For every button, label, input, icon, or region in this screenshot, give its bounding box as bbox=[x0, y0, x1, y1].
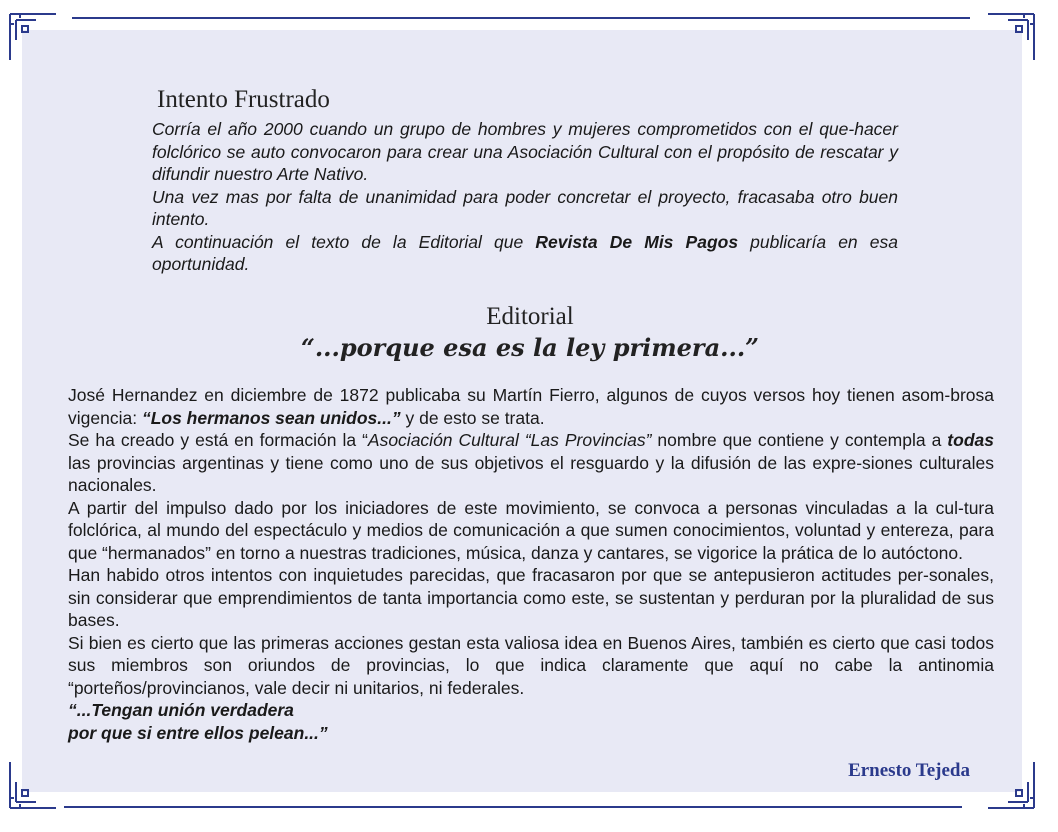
body-p1-start: José Hernandez en diciembre de 1872 publicaba su Martín Fierro, algunos de cuyos versos hoy tienen asom-brosa vigencia: bbox=[68, 385, 994, 428]
editorial-label: Editorial bbox=[486, 303, 574, 330]
corner-ornament-bottom-right bbox=[984, 758, 1038, 812]
intro-paragraph-3 bbox=[152, 231, 898, 276]
body-paragraph-2 bbox=[68, 429, 994, 497]
intro-paragraph-2: Una vez mas por falta de unanimidad para poder concretar el proyecto, fracasaba otro buen intento. bbox=[152, 186, 898, 229]
author-signature: Ernesto Tejeda bbox=[848, 760, 970, 781]
top-border-line bbox=[72, 17, 970, 19]
body-paragraph-1 bbox=[68, 384, 994, 429]
body-paragraph-5: Si bien es cierto que las primeras acciones gestan esta valiosa idea en Buenos Aires, también es cierto que casi todos sus miembros son oriundos de provincias, lo que indica claramente que aquí no cabe la antinomia “porteños/provincianos, vale decir ni unitarios, ni federales. bbox=[68, 632, 994, 698]
body-p2-end: las provincias argentinas y tiene como uno de sus objetivos el resguardo y la difusión de las expre-siones culturales nacionales. bbox=[68, 452, 994, 495]
corner-ornament-bottom-left bbox=[6, 758, 60, 812]
intro-section bbox=[152, 86, 898, 276]
body-p2-start: Se ha creado y está en formación la “ bbox=[68, 430, 368, 450]
body-paragraph-3: A partir del impulso dado por los iniciadores de este movimiento, se convoca a personas vinculadas a la cul-tura folclórica, al mundo del espectáculo y medios de comunicación a que sumen conocimientos, voluntad y entereza, para que “hermanados” en torno a nuestras tradiciones, música, danza y cantares, se vigorice la prática de lo autóctono. bbox=[68, 497, 994, 563]
body-p2-middle: nombre que contiene y contempla a bbox=[651, 430, 948, 450]
intro-p3-end: publicaría en esa oportunidad. bbox=[152, 231, 898, 274]
closing-verse-2: por que si entre ellos pelean...” bbox=[68, 722, 328, 743]
magazine-name: Revista De Mis Pagos bbox=[535, 231, 739, 252]
intro-title: Intento Frustrado bbox=[157, 86, 330, 113]
body-paragraph-4: Han habido otros intentos con inquietudes parecidas, que fracasaron por que se antepusieron actitudes per-sonales, sin considerar que emprendimientos de tanta importancia como este, se sustentan y perduran por la pluralidad de sus bases. bbox=[68, 565, 994, 630]
corner-ornament-top-right bbox=[984, 10, 1038, 64]
intro-p3-start: A continuación el texto de la Editorial que bbox=[152, 231, 536, 252]
closing-verse-1: “...Tengan unión verdadera bbox=[68, 700, 294, 720]
association-name: Asociación Cultural “Las Provincias” bbox=[367, 430, 652, 450]
editorial-body bbox=[68, 384, 994, 744]
intro-paragraph-1: Corría el año 2000 cuando un grupo de hombres y mujeres comprometidos con el que-hacer folclórico se auto convocaron para crear una Asociación Cultural con el propósito de rescatar y difundir nuestro Arte Nativo. bbox=[152, 119, 898, 184]
bottom-border-line bbox=[64, 806, 962, 808]
corner-ornament-top-left bbox=[6, 10, 60, 64]
body-p2-emphasis: todas bbox=[947, 430, 994, 450]
editorial-quote: “...porque esa es la ley primera...” bbox=[301, 333, 759, 362]
body-p1-end: y de esto se trata. bbox=[400, 407, 545, 428]
body-p1-quote: “Los hermanos sean unidos...” bbox=[141, 407, 401, 428]
editorial-header bbox=[22, 302, 1038, 364]
